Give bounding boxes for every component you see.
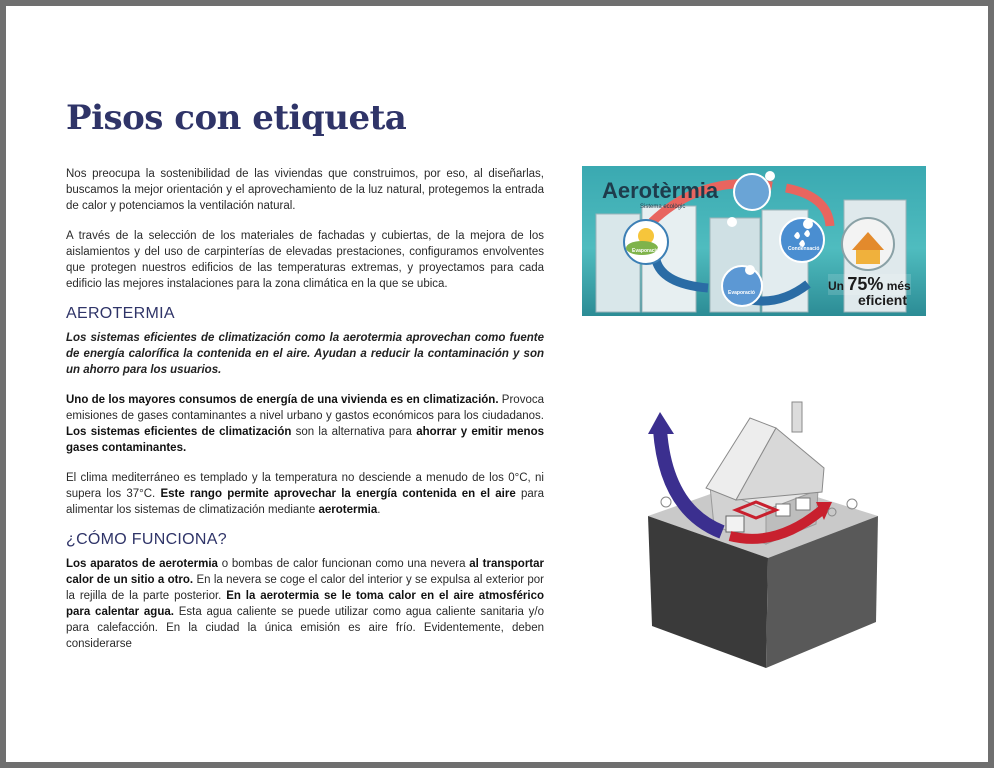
efficiency-percent: 75% xyxy=(847,274,884,294)
document-page xyxy=(6,6,988,762)
aerotermia-infographic xyxy=(582,166,926,316)
intro-paragraph-2: A través de la selección de los materiales de fachadas y cubiertas, de la mejora de los aislamientos y del uso de carpinterías de elevadas prestaciones, configuramos envolventes que protegen nuestros edificios de las temperaturas extremas, y proyectamos para cada edificio las mejores instalaciones para la zona climática en la que se ubica. xyxy=(66,230,544,290)
stage-label-evaporation-4: Evaporació xyxy=(728,290,755,296)
section-heading-como-funciona: ¿CÓMO FUNCIONA? xyxy=(66,531,227,548)
page-title: Pisos con etiqueta xyxy=(66,98,407,138)
house-illustration xyxy=(626,398,898,676)
aerotermia-paragraph-3: El clima mediterráneo es templado y la temperatura no desciende a menudo de los 0°C, ni supera los 37°C. Este rango permite aprovechar la energía contenida en el aire para alimentar los sistemas de climatización mediante aerotermia. xyxy=(66,472,544,516)
text-column xyxy=(66,166,544,666)
como-funciona-paragraph: Los aparatos de aerotermia o bombas de calor funcionan como una nevera al transportar calor de un sitio a otro. En la nevera se coge el calor del interior y se expulsa al exterior por la rejilla de la parte posterior. En la aerotermia se le toma calor en el aire atmosférico para calentar agua. Esta agua caliente se puede utilizar como agua caliente sanitaria y/o para calefacción. En la ciudad la única emisión es aire frío. Evidentemente, deben considerarse xyxy=(66,558,544,650)
infographic-title: Aerotèrmia xyxy=(602,178,719,203)
aerotermia-lead: Los sistemas eficientes de climatización como la aerotermia aprovechan como fuente de energía calorífica la contenida en el aire. Ayudan a reducir la contaminación y son un ahorro para los usuarios. xyxy=(66,332,544,376)
section-heading-aerotermia: AEROTERMIA xyxy=(66,305,175,322)
aerotermia-paragraph-2: Uno de los mayores consumos de energía de una vivienda es en climatización. Provoca emisiones de gases contaminantes a nivel urbano y gastos económicos para los ciudadanos. Los sistemas eficientes de climatización son la alternativa para ahorrar y emitir menos gases contaminantes. xyxy=(66,394,544,454)
efficiency-claim: Un 75% més xyxy=(828,274,911,294)
efficiency-claim-line2: eficient xyxy=(858,292,908,308)
intro-paragraph-1: Nos preocupa la sostenibilidad de las viviendas que construimos, por eso, al diseñarlas, buscamos la mejor orientación y el aprovechamiento de la luz natural, protegemos la entrada de calor y potenciamos la ventilación natural. xyxy=(66,168,544,212)
stage-label-evaporation: Evaporació xyxy=(632,248,659,254)
infographic-subtitle: Sistema ecològic xyxy=(640,204,686,210)
house-art xyxy=(626,398,898,676)
stage-label-condensation: Condensació xyxy=(788,246,820,252)
